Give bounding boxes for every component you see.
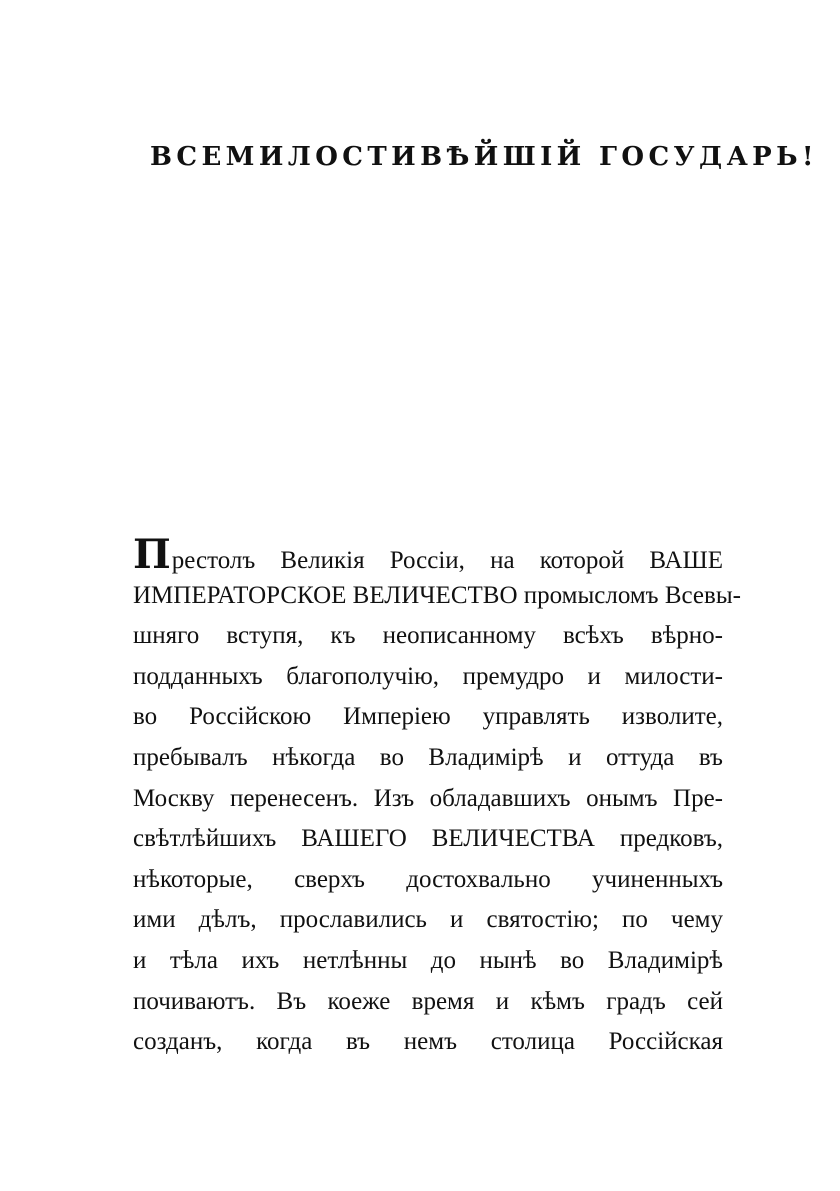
- paragraph-line: [133, 531, 723, 578]
- paragraph-line: почиваютъ. Въ коеже время и кѣмъ градъ сей: [133, 987, 723, 1015]
- paragraph-line: свѣтлѣйшихъ ВАШЕГО ВЕЛИЧЕСТВА предковъ,: [133, 825, 723, 853]
- paragraph-line: ИМПЕРАТОРСКОЕ ВЕЛИЧЕСТВО промысломъ Всевы-: [133, 581, 741, 609]
- paragraph-line: Москву перенесенъ. Изъ обладавшихъ онымъ Пре-: [133, 784, 723, 812]
- paragraph-line: созданъ, когда въ немъ столица Россійская: [133, 1028, 723, 1056]
- paragraph-line: шняго вступя, къ неописанному всѣхъ вѣрно-: [133, 622, 723, 650]
- paragraph-line: подданныхъ благополучію, премудро и милости-: [133, 662, 723, 690]
- dedication-paragraph: [133, 531, 741, 1063]
- paragraph-line: нѣкоторые, сверхъ достохвально учиненныхъ: [133, 865, 723, 893]
- paragraph-line: во Россійскою Имперіею управлять изволите,: [133, 703, 723, 731]
- paragraph-line-text: рестолъ Великія Россіи, на которой ВАШЕ: [171, 547, 723, 574]
- paragraph-line: ими дѣлъ, прославились и святостію; по чему: [133, 906, 723, 934]
- paragraph-line: и тѣла ихъ нетлѣнны до нынѣ во Владимірѣ: [133, 946, 723, 974]
- dedication-heading: ВСЕМИЛОСТИВѢЙШІЙ ГОСУДАРЬ!: [150, 142, 818, 172]
- paragraph-line: пребывалъ нѣкогда во Владимірѣ и оттуда въ: [133, 743, 723, 771]
- drop-cap: П: [133, 531, 171, 578]
